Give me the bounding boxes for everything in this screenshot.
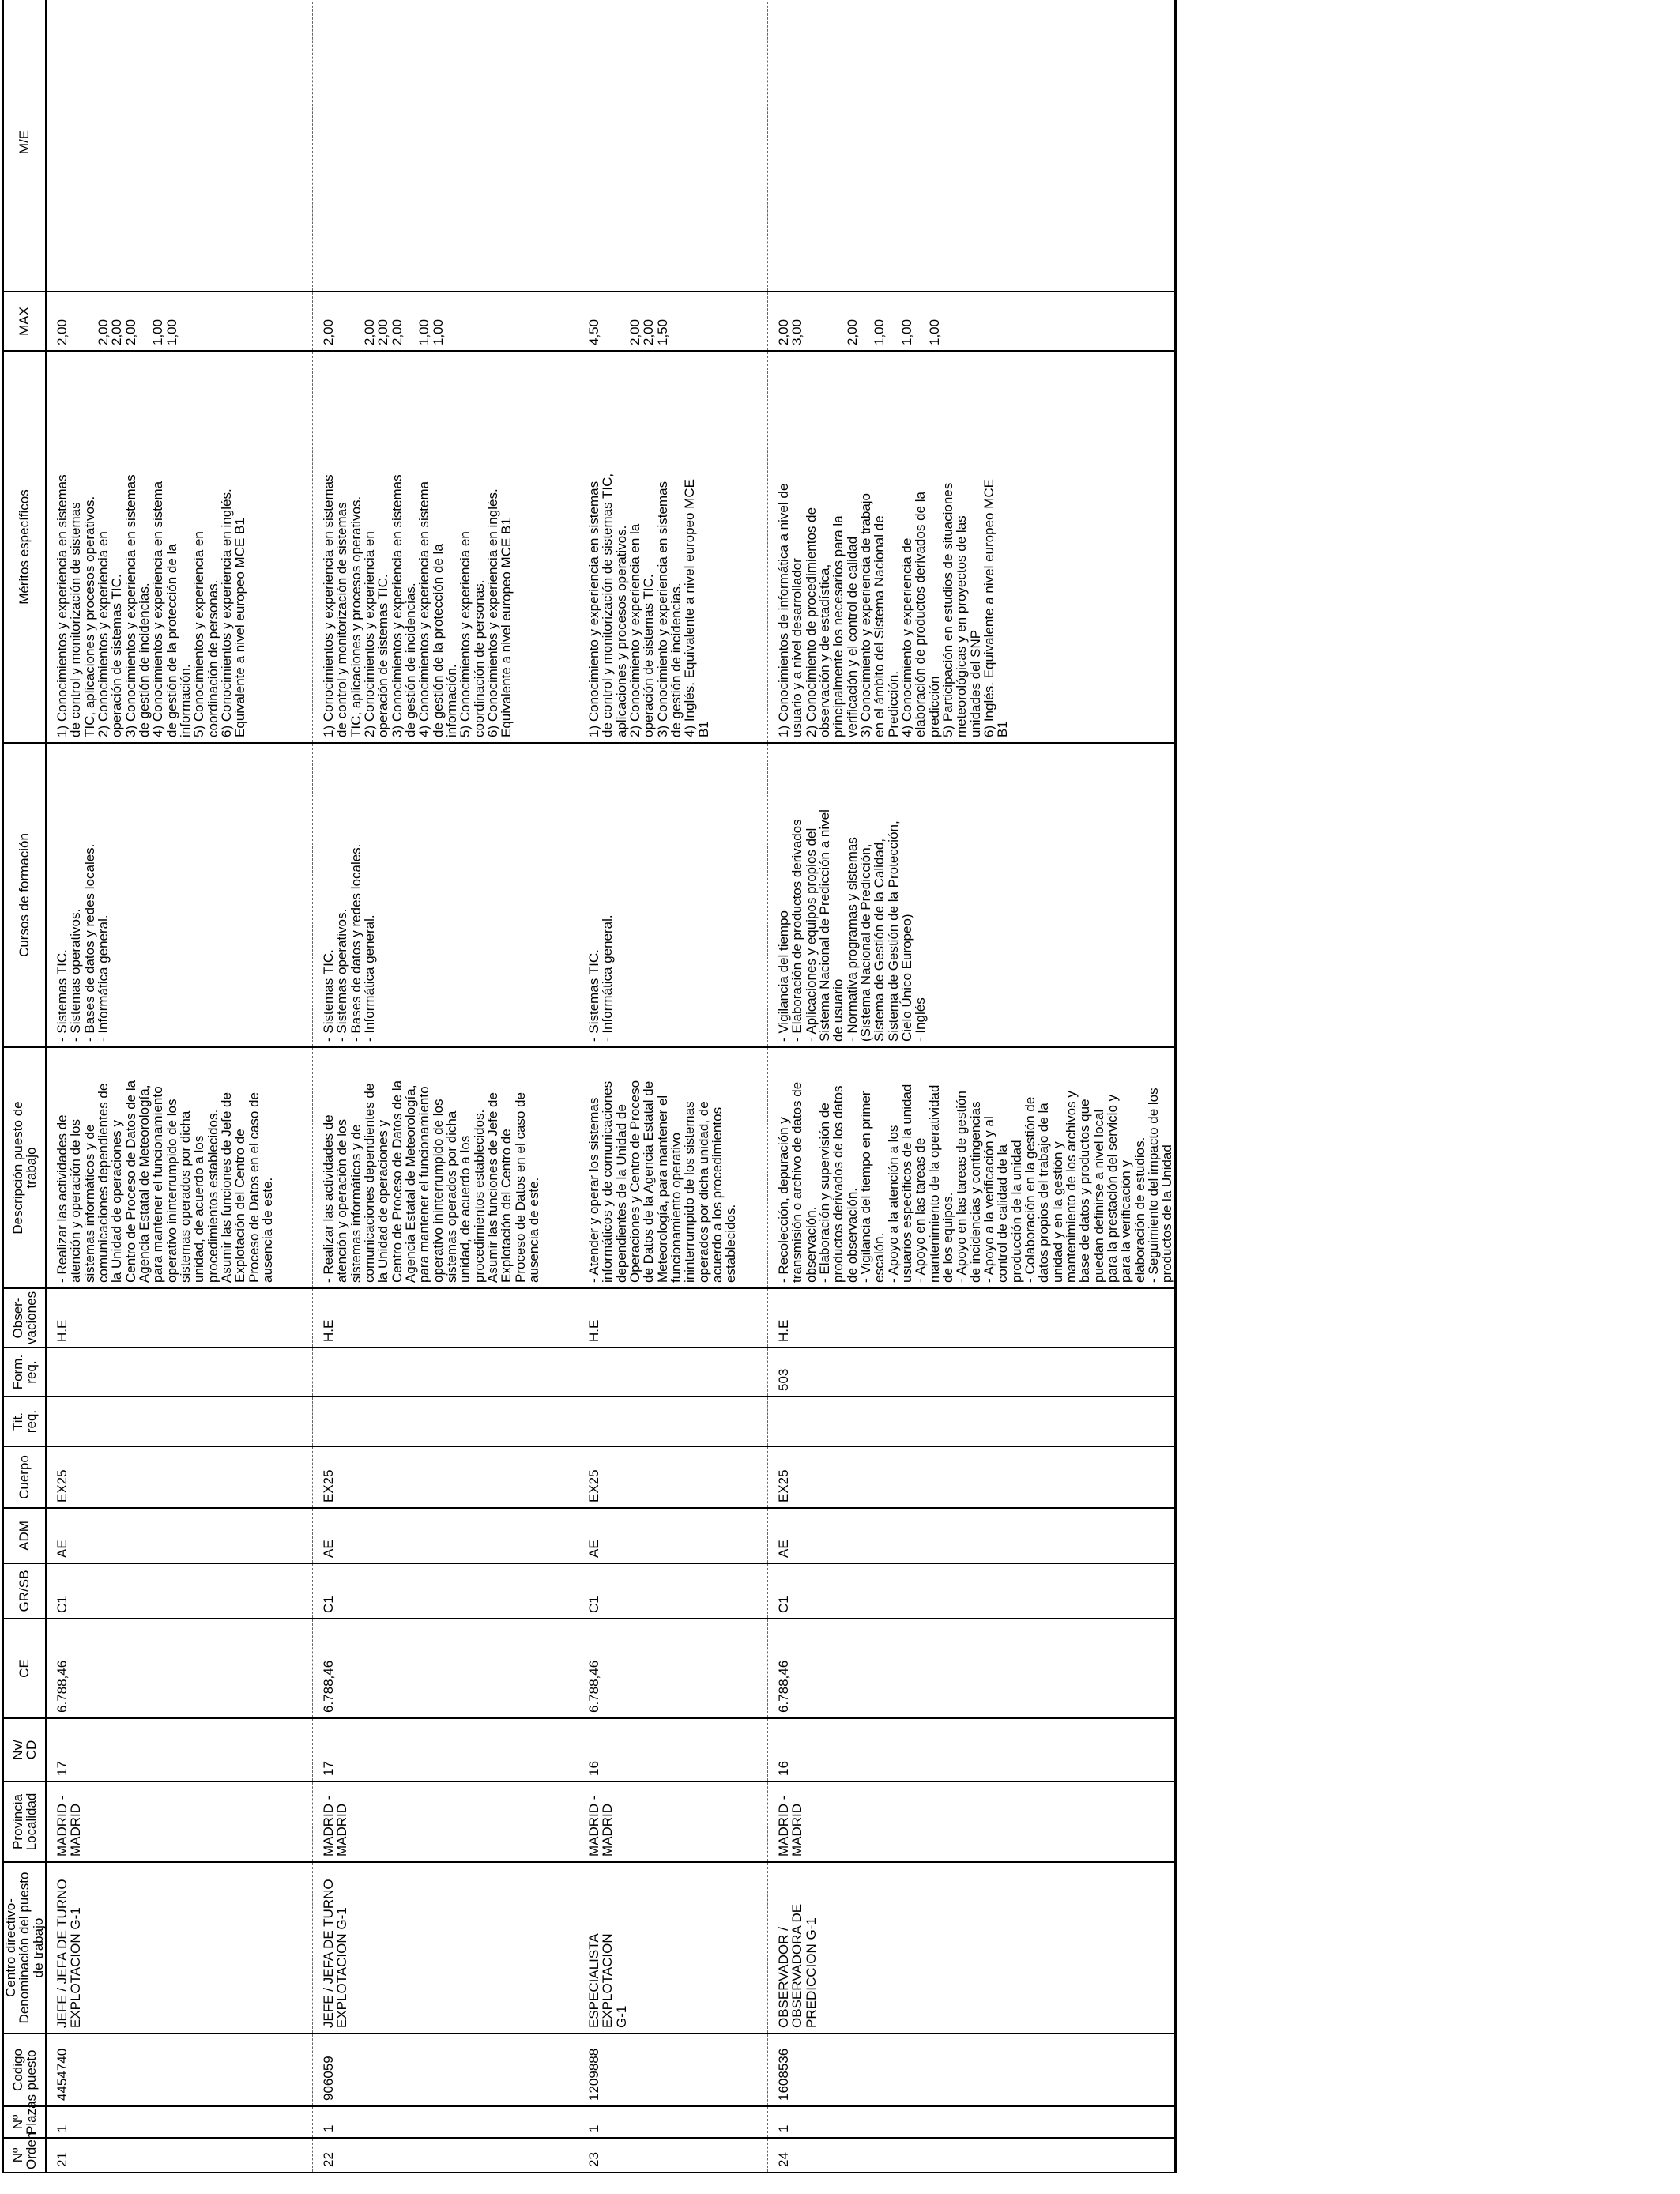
cell-meritos: 1) Conocimientos de informática a nivel de usuario y a nivel desarrollador 2) Conocimiento de procedimientos de observación y de estadística, principalmente los necesarios para la verificación y el control de calidad 3) Conocimiento y experiencia de trabajo en el ámbito del Sistema Nacional de Predicción. 4) Conocimiento y experiencia de elaboración de productos derivados de la predicción 5) Participación en estudios de situaciones meteorológicas y en proyectos de las unidades del SNP 6) Inglés. Equivalente a nivel europeo MCE B1 [767,351,1175,743]
cell-codigo: 906059 [312,2034,578,2106]
cell-formacion [312,1348,578,1397]
cell-formacion [46,1348,313,1397]
table-header [3,0,46,2173]
cell-plazas: 1 [578,2106,767,2138]
table-row [46,0,313,2173]
header-grupo: GR/SB [3,1563,46,1619]
cell-orden: 21 [46,2138,313,2173]
cell-titulacion [578,1397,767,1446]
cell-descripcion: - Atender y operar los sistemas informáticos y de comunicaciones dependientes de la Unidad de Operaciones y Centro de Proceso de Datos de la Agencia Estatal de Meteorología, para mantener el funcionamiento operativo ininterrumpido de los sistemas operados por dicha unidad, de acuerdo a los procedimientos establecidos. [578,1047,767,1288]
cell-plazas: 1 [767,2106,1175,2138]
cell-max: 2,00 2,00 2,00 2,00 1,00 1,00 [312,292,578,351]
cell-nivel: 16 [767,1718,1175,1781]
header-max: MAX [3,292,46,351]
cell-titulacion [767,1397,1175,1446]
cell-orden: 23 [578,2138,767,2173]
cell-adm: AE [312,1508,578,1563]
header-plazas: Nº Plazas [3,2106,46,2138]
cell-centro: ESPECIALISTA EXPLOTACION G-1 [578,1862,767,2034]
cell-ce: 6.788,46 [578,1619,767,1718]
header-meritos: Méritos específicos [3,351,46,743]
cell-me [312,0,578,292]
header-codigo: Codigo puesto [3,2034,46,2106]
cell-codigo: 1608536 [767,2034,1175,2106]
cell-cuerpo: EX25 [46,1446,313,1508]
cell-grupo: C1 [578,1563,767,1619]
cell-cursos: - Sistemas TIC. - Informática general. [578,743,767,1047]
cell-provincia: MADRID - MADRID [767,1781,1175,1862]
cell-provincia: MADRID - MADRID [578,1781,767,1862]
cell-observaciones: H.E [46,1288,313,1348]
cell-formacion: 503 [767,1348,1175,1397]
table-row [767,0,1175,2173]
cell-cuerpo: EX25 [312,1446,578,1508]
cell-adm: AE [767,1508,1175,1563]
cell-codigo: 4454740 [46,2034,313,2106]
header-titulacion: Tit. req. [3,1397,46,1446]
header-cuerpo: Cuerpo [3,1446,46,1508]
cell-cursos: - Vigilancia del tiempo - Elaboración de productos derivados - Aplicaciones y equipos propios del Sistema Nacional de Predicción a nivel de usuario - Normativa programas y sistemas (Sistema Nacional de Predicción, Sistema de Gestión de la Calidad, Sistema de Gestión de la Protección, Cielo Único Europeo) - Inglés [767,743,1175,1047]
cell-adm: AE [46,1508,313,1563]
cell-cursos: - Sistemas TIC. - Sistemas operativos. - Bases de datos y redes locales. - Informática general. [312,743,578,1047]
header-cursos: Cursos de formación [3,743,46,1047]
cell-meritos: 1) Conocimientos y experiencia en sistemas de control y monitorización de sistemas TIC, aplicaciones y procesos operativos. 2) Conocimientos y experiencia en operación de sistemas TIC. 3) Conocimientos y experiencia en sistemas de gestión de incidencias. 4) Conocimientos y experiencia en sistema de gestión de la protección de la información. 5) Conocimientos y experiencia en coordinación de personas. 6) Conocimientos y experiencia en inglés. Equivalente a nivel europeo MCE B1 [46,351,313,743]
cell-titulacion [46,1397,313,1446]
cell-observaciones: H.E [312,1288,578,1348]
header-nivel: Nv/ CD [3,1718,46,1781]
header-orden: Nº Orden [3,2138,46,2173]
cell-me [578,0,767,292]
cell-grupo: C1 [767,1563,1175,1619]
header-me: M/E [3,0,46,292]
cell-nivel: 16 [578,1718,767,1781]
cell-ce: 6.788,46 [312,1619,578,1718]
cell-cursos: - Sistemas TIC. - Sistemas operativos. - Bases de datos y redes locales. - Informática general. [46,743,313,1047]
cell-cuerpo: EX25 [578,1446,767,1508]
cell-plazas: 1 [46,2106,313,2138]
header-descripcion: Descripción puesto de trabajo [3,1047,46,1288]
cell-me [767,0,1175,292]
cell-orden: 22 [312,2138,578,2173]
header-provincia: Provincia Localidad [3,1781,46,1862]
cell-provincia: MADRID - MADRID [46,1781,313,1862]
cell-observaciones: H.E [767,1288,1175,1348]
header-adm: ADM [3,1508,46,1563]
cell-ce: 6.788,46 [46,1619,313,1718]
cell-max: 2,00 2,00 2,00 2,00 1,00 1,00 [46,292,313,351]
cell-plazas: 1 [312,2106,578,2138]
cell-nivel: 17 [312,1718,578,1781]
cell-adm: AE [578,1508,767,1563]
cell-max: 4,50 2,00 2,00 1,50 [578,292,767,351]
cell-centro: JEFE / JEFA DE TURNO EXPLOTACION G-1 [46,1862,313,2034]
header-formacion: Form. req. [3,1348,46,1397]
job-positions-table [2,0,1177,2173]
header-ce: CE [3,1619,46,1718]
header-observaciones: Obser- vaciones [3,1288,46,1348]
cell-me [46,0,313,292]
cell-provincia: MADRID - MADRID [312,1781,578,1862]
cell-descripcion: - Realizar las actividades de atención y operación de los sistemas informáticos y de comunicaciones dependientes de la Unidad de operaciones y Centro de Proceso de Datos de la Agencia Estatal de Meteorología, para mantener el funcionamiento operativo ininterrumpido de los sistemas operados por dicha unidad, de acuerdo a los procedimientos establecidos. Asumir las funciones de Jefe de Explotación del Centro de Proceso de Datos en el caso de ausencia de este. [46,1047,313,1288]
table-row [312,0,578,2173]
table-row [578,0,767,2173]
cell-grupo: C1 [46,1563,313,1619]
cell-orden: 24 [767,2138,1175,2173]
cell-meritos: 1) Conocimiento y experiencia en sistemas de control y monitorización de sistemas TIC, aplicaciones y procesos operativos. 2) Conocimiento y experiencia en la operación de sistemas TIC. 3) Conocimiento y experiencia en sistemas de gestión de incidencias. 4) Inglés. Equivalente a nivel europeo MCE B1 [578,351,767,743]
cell-codigo: 1209888 [578,2034,767,2106]
cell-meritos: 1) Conocimientos y experiencia en sistemas de control y monitorización de sistemas TIC, aplicaciones y procesos operativos. 2) Conocimientos y experiencia en operación de sistemas TIC. 3) Conocimientos y experiencia en sistemas de gestión de incidencias. 4) Conocimientos y experiencia en sistema de gestión de la protección de la información. 5) Conocimientos y experiencia en coordinación de personas. 6) Conocimientos y experiencia en inglés. Equivalente a nivel europeo MCE B1 [312,351,578,743]
cell-observaciones: H.E [578,1288,767,1348]
header-centro: Centro directivo- Denominación del puesto de trabajo [3,1862,46,2034]
cell-descripcion: - Recolección, depuración y transmisión o archivo de datos de observación. - Elaboración y supervisión de productos derivados de los datos de observación. - Vigilancia del tiempo en primer escalón. - Apoyo a la atención a los usuarios específicos de la unidad - Apoyo en las tareas de mantenimiento de la operatividad de los equipos. - Apoyo en las tareas de gestión de incidencias y contingencias - Apoyo a la verificación y al control de calidad de la producción de la unidad - Colaboración en la gestión de datos propios del trabajo de la unidad y en la gestión y mantenimiento de los archivos y base de datos y productos que puedan definirse a nivel local para la prestación del servicio y para la verificación y elaboración de estudios. - Seguimiento del impacto de los productos de la Unidad [767,1047,1175,1288]
cell-cuerpo: EX25 [767,1446,1175,1508]
cell-formacion [578,1348,767,1397]
cell-descripcion: - Realizar las actividades de atención y operación de los sistemas informáticos y de comunicaciones dependientes de la Unidad de operaciones y Centro de Proceso de Datos de la Agencia Estatal de Meteorología, para mantener el funcionamiento operativo ininterrumpido de los sistemas operados por dicha unidad, de acuerdo a los procedimientos establecidos. Asumir las funciones de Jefe de Explotación del Centro de Proceso de Datos en el caso de ausencia de este. [312,1047,578,1288]
cell-grupo: C1 [312,1563,578,1619]
cell-max: 2,00 3,00 2,00 1,00 1,00 1,00 [767,292,1175,351]
cell-titulacion [312,1397,578,1446]
cell-centro: JEFE / JEFA DE TURNO EXPLOTACION G-1 [312,1862,578,2034]
cell-centro: OBSERVADOR / OBSERVADORA DE PREDICCION G-1 [767,1862,1175,2034]
cell-ce: 6.788,46 [767,1619,1175,1718]
cell-nivel: 17 [46,1718,313,1781]
